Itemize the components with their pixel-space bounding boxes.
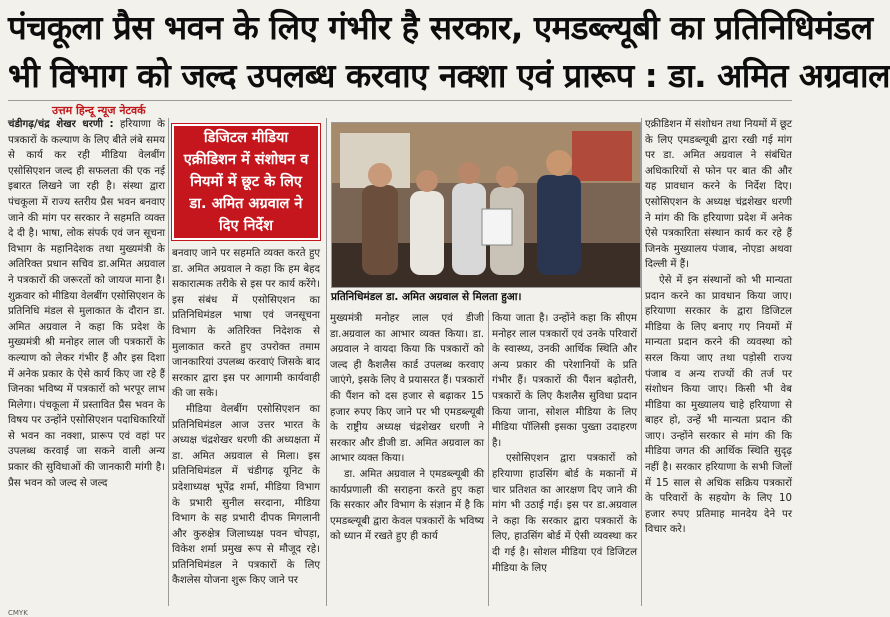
highlight-box bbox=[172, 124, 320, 240]
column-divider bbox=[168, 118, 169, 606]
article-column-3 bbox=[330, 311, 484, 604]
column-5-text: एक्रीडिशन में संशोधन तथा नियमों में छूट के लिए एमडब्ल्यूबी द्वारा रखी गई मांग पर डा. अमित अग्रवाल ने संबंधित अधिकारियों से फोन पर बात की और यह प्रावधान करने के निर्देश दिए। एसोसिएशन के अध्यक्ष चंद्रशेखर धरणी ने मांग की कि हरियाणा प्रदेश में अनेक ऐसे पत्रकारिता संस्थान कार्य कर रहे हैं जिनके मुख्यालय पंजाब, नोएडा अथवा दिल्ली में हैं। bbox=[645, 119, 792, 271]
article-column-5 bbox=[645, 117, 792, 605]
column-3-text: मुख्यमंत्री मनोहर लाल एवं डीजी डा.अग्रवाल का आभार व्यक्त किया। डा. अग्रवाल ने वायदा किया कि पत्रकारों को जल्द ही कैशलैस कार्ड उपलब्ध करवाए जाएंगे, इसके लिए वे प्रयासरत हैं। पत्रकारों की पैंशन को दस हजार से बढ़ाकर 15 हजार रुपए किए जाने पर भी एमडब्ल्यूबी के राष्ट्रीय अध्यक्ष चंद्रशेखर धरणी ने सरकार और डीजी डा. अमित अग्रवाल का आभार व्यक्त किया। bbox=[330, 313, 484, 465]
dateline: चंडीगढ़/चंद्र शेखर धरणी : bbox=[8, 119, 114, 130]
column-2-text: बनवाए जाने पर सहमति व्यक्त करते हुए डा. अमित अग्रवाल ने कहा कि हम बेहद सकारात्मक तरीके से इस पर कार्य करेंगे। इस संबंध में एसोसिएशन का प्रतिनिधिमंडल भाषा एवं जनसूचना विभाग के अतिरिक्त निदेशक से मुलाकात करते हुए उपरोक्त तमाम जानकारियां उपलब्ध करवाएं जिसके बाद सरकार द्वारा इस पर आगामी कार्यवाही की जा सके। bbox=[172, 248, 320, 400]
headline-line-2: भी विभाग को जल्द उपलब्ध करवाए नक्शा एवं प्रारूप : डा. अमित अग्रवाल bbox=[8, 56, 890, 95]
headline-rule bbox=[8, 100, 792, 101]
print-mark: CMYK bbox=[8, 609, 28, 617]
column-divider bbox=[326, 118, 327, 606]
news-photo bbox=[331, 122, 641, 288]
article-column-4 bbox=[492, 311, 637, 604]
column-divider bbox=[641, 118, 642, 606]
column-2-text-2: मीडिया वेलबींग एसोसिएशन का प्रतिनिधिमंडल आज उत्तर भारत के अध्यक्ष चंद्रशेखर धरणी की अध्यक्षता में डा. अमित अग्रवाल से मिला। इस प्रतिनिधिमंडल में चंडीगढ़ यूनिट के प्रदेशाध्यक्ष भूपेंद्र शर्मा, मीडिया विभाग के प्रभारी सुनील सरदाना, मीडिया विभाग के सह प्रभारी दीपक मिगलानी और कुरुक्षेत्र जिलाध्यक्ष पवन चोपड़ा, विकेश शर्मा प्रमुख रूप से मौजूद रहे। प्रतिनिधिमंडल ने पत्रकारों के लिए कैशलेस योजना शुरू किए जाने पर bbox=[172, 403, 320, 587]
column-3-text-2: डा. अमित अग्रवाल ने एमडब्ल्यूबी की कार्यप्रणाली की सराहना करते हुए कहा कि सरकार और विभाग के संज्ञान में है कि एमडब्ल्यूबी द्वारा केवल पत्रकारों के भविष्य को ध्यान में रखते हुए ही कार्य bbox=[330, 468, 484, 543]
column-1-text: हरियाणा के पत्रकारों के कल्याण के लिए बीते लंबे समय से कार्य कर रही मीडिया वेलबींग एसोसिएशन जल्द ही सफलता की एक नई इबारत लिखने जा रही है। संस्था द्वारा पंचकूला में राज्य स्तरीय प्रैस भवन बनवाए जाने की मांग पर सरकार ने सहमति व्यक्त दे दी है। भाषा, लोक संपर्क एवं जन सूचना विभाग के महानिदेशक तथा मुख्यमंत्री के अतिरिक्त प्रधान सचिव डा.अमित अग्रवाल ने पत्रकारों की जरूरतों को जायज माना है। शुक्रवार को मीडिया वेलबींग एसोसिएशन के प्रतिनिधि मंडल से मुलाकात के दौरान डा. अमित अग्रवाल ने कहा कि प्रदेश के मुख्यमंत्री श्री मनोहर लाल जी पत्रकारों के कल्याण को लेकर गंभीर हैं और इस दिशा में अनेक प्रकार के ऐसे कार्य किए जा रहे हैं जिनका भविष्य में पत्रकारों को भरपूर लाभ मिलेगा। पंचकूला में प्रस्तावित प्रैस भवन के विषय पर उन्होंने एसोसिएशन पदाधिकारियों से भवन का नक्शा, प्रारूप एवं वहां पर उपलब्ध करवाई जा सकने वाली अन्य प्रकार की सुविधाओं की जानकारी मांगी है। प्रैस भवन को जल्द से जल्द bbox=[8, 119, 165, 489]
meeting-photo-illustration bbox=[332, 123, 640, 287]
column-4-text-2: एसोसिएशन द्वारा पत्रकारों को हरियाणा हाउसिंग बोर्ड के मकानों में चार प्रतिशत का आरक्षण दिए जाने की मांग भी उठाई गई। इस पर डा.अग्रवाल ने कहा कि सरकार द्वारा पत्रकारों के लिए, हाउसिंग बोर्ड में ऐसी व्यवस्था कर दी गई है। सोशल मीडिया एवं डिजिटल मीडिया के लिए bbox=[492, 453, 637, 574]
highlight-box-text: डिजिटल मीडिया एक्रीडिशन में संशोधन व नियमों में छूट के लिए डा. अमित अग्रवाल ने दिए निर्देश bbox=[183, 130, 309, 234]
headline-line-1: पंचकूला प्रैस भवन के लिए गंभीर है सरकार, एमडब्ल्यूबी का प्रतिनिधिमंडल bbox=[8, 8, 873, 47]
column-5-text-2: ऐसे में इन संस्थानों को भी मान्यता प्रदान करने का प्रावधान किया जाए। हरियाणा सरकार के द्वारा डिजिटल मीडिया के लिए बनाए गए नियमों में मान्यता प्रदान करने की व्यवस्था को सरल किया जाए तथा पड़ोसी राज्य पंजाब व अन्य राज्यों की तर्ज पर संशोधन किया जाए। किसी भी वेब मीडिया का मुख्यालय चाहे हरियाणा से बाहर हो, उन्हें भी मान्यता प्रदान की जाए। उन्होंने सरकार से मांग की कि मीडिया जगत की आर्थिक स्थिति सुदृढ़ नहीं है। सरकार हरियाणा के सभी जिलों में 15 साल से अधिक सक्रिय पत्रकारों के परिवारों के सहयोग के लिए 10 हजार रुपए प्रतिमाह मानदेय देने पर विचार करे। bbox=[645, 274, 792, 536]
article-column-2 bbox=[172, 246, 320, 604]
byline: उत्तम हिन्दू न्यूज नेटवर्क bbox=[52, 104, 146, 117]
article-column-1 bbox=[8, 117, 165, 605]
photo-caption: प्रतिनिधिमंडल डा. अमित अग्रवाल से मिलता हुआ। bbox=[331, 291, 522, 303]
column-4-text: किया जाता है। उन्होंने कहा कि सीएम मनोहर लाल पत्रकारों एवं उनके परिवारों के स्वास्थ्य, उनकी आर्थिक स्थिति और अन्य प्रकार की परेशानियों के प्रति गंभीर हैं। पत्रकारों की पैंशन बढ़ोतरी, पत्रकारों के लिए कैशलैस सुविधा प्रदान किया जाना, सोशल मीडिया के लिए मीडिया पॉलिसी इसका पुख्ता उदाहरण है। bbox=[492, 313, 637, 449]
column-divider bbox=[488, 310, 489, 606]
